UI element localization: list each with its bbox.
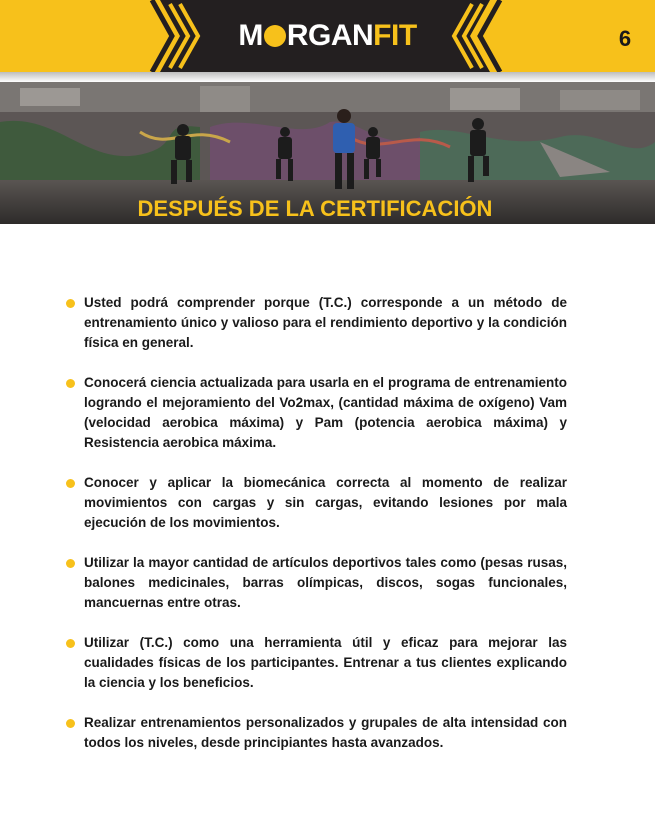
list-item [64,633,567,693]
benefits-list [64,293,567,773]
header-shadow [0,72,655,82]
bullet-icon [66,559,75,568]
bullet-icon [66,639,75,648]
bullet-icon [66,379,75,388]
logo-o-circle [264,25,286,47]
list-item [64,373,567,453]
bullet-icon [66,299,75,308]
list-item-text: Usted podrá comprender porque (T.C.) corresponde a un método de entrenamiento único y valioso para el rendimiento deportivo y la condición física en general. [84,295,567,350]
brand-logo [210,18,445,54]
list-item [64,293,567,353]
section-title: DESPUÉS DE LA CERTIFICACIÓN [137,196,493,221]
logo-main-rest: RGAN [286,19,374,52]
bullet-icon [66,479,75,488]
list-item [64,553,567,613]
logo-m: M [238,19,263,52]
list-item-text: Conocerá ciencia actualizada para usarla en el programa de entrenamiento logrando el mejoramiento del Vo2max, (cantidad máxima de oxígeno) Vam (velocidad aerobica máxima) y Pam (potencia aerobica máxima) y Resistencia aerobica máxima. [84,375,567,450]
list-item [64,713,567,753]
bullet-icon [66,719,75,728]
list-item [64,473,567,533]
list-item-text: Conocer y aplicar la biomecánica correcta al momento de realizar movimientos con cargas y sin cargas, evitando lesiones por mala ejecución de los movimientos. [84,475,567,530]
list-item-text: Realizar entrenamientos personalizados y grupales de alta intensidad con todos los niveles, desde principiantes hasta avanzados. [84,715,567,750]
page-number: 6 [618,26,632,51]
logo-accent: FIT [373,19,417,52]
list-item-text: Utilizar (T.C.) como una herramienta útil y eficaz para mejorar las cualidades físicas de los participantes. Entrenar a tus clientes explicando la ciencia y los beneficios. [84,635,567,690]
list-item-text: Utilizar la mayor cantidad de artículos deportivos tales como (pesas rusas, balones medicinales, barras olímpicas, discos, sogas funcionales, mancuernas entre otras. [84,555,567,610]
